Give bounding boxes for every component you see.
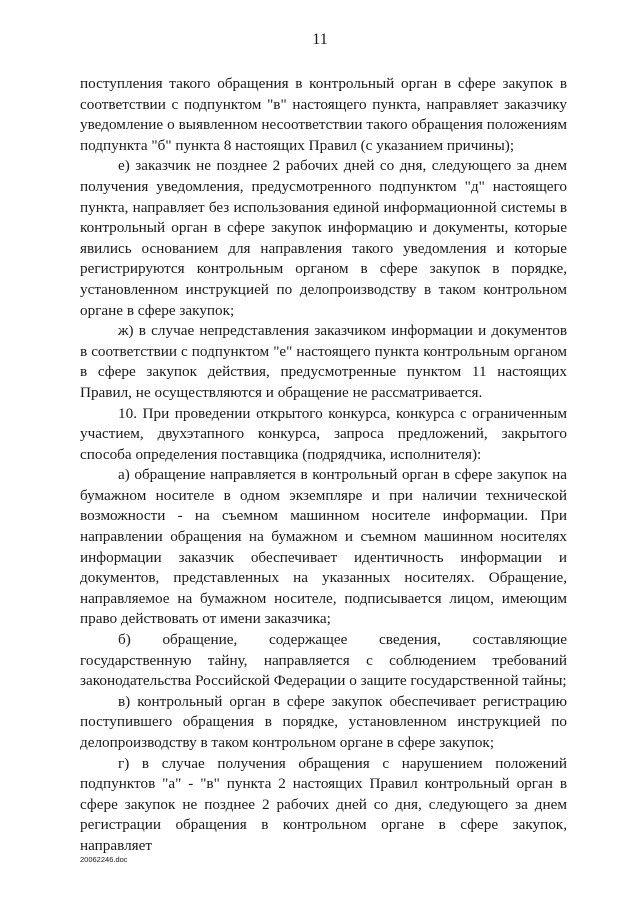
paragraph-subitem-a: а) обращение направляется в контрольный орган в сфере закупок на бумажном носителе в одном экземпляре и при наличии технической возможности - на съемном машинном носителе информации. При направлении обращения на бумажном и съемном машинном носителях информации заказчик обеспечивает идентичность информации и документов, представленных на указанных носителях. Обращение, направляемое на бумажном носителе, подписывается лицом, имеющим право действовать от имени заказчика; [80,466,567,628]
paragraph-subitem-zh: ж) в случае непредставления заказчиком информации и документов в соответствии с подпунктом "е" настоящего пункта контрольным органом в сфере закупок действия, предусмотренные пунктом 11 настоящих Правил, не осуществляются и обращение не рассматривается. [80,322,567,401]
paragraph-subitem-b: б) обращение, содержащее сведения, составляющие государственную тайну, направляется с соблюдением требований законодательства Российской Федерации о защите государственной тайны; [80,631,567,690]
paragraph-continuation: поступления такого обращения в контрольный орган в сфере закупок в соответствии с подпунктом "в" настоящего пункта, направляет заказчику уведомление о выявленном несоответствии такого обращения положениям подпункта "б" пункта 8 настоящих Правил (с указанием причины); [80,75,567,154]
paragraph-clause-10: 10. При проведении открытого конкурса, конкурса с ограниченным участием, двухэтапного конкурса, запроса предложений, закрытого способа определения поставщика (подрядчика, исполнителя): [80,404,567,463]
document-body [80,74,567,857]
paragraph-subitem-v: в) контрольный орган в сфере закупок обеспечивает регистрацию поступившего обращения в порядке, установленном инструкцией по делопроизводству в таком контрольном органе в сфере закупок; [80,692,567,751]
paragraph-subitem-g: г) в случае получения обращения с нарушением положений подпунктов "а" - "в" пункта 2 настоящих Правил контрольный орган в сфере закупок не позднее 2 рабочих дней со дня, следующего за днем регистрации обращения в контрольном органе в сфере закупок, направляет [80,754,567,854]
footer-filename: 20062246.doc [80,855,128,864]
page-number: 11 [312,31,328,48]
paragraph-subitem-e: е) заказчик не позднее 2 рабочих дней со дня, следующего за днем получения уведомления, предусмотренного подпунктом "д" настоящего пункта, направляет без использования единой информационной системы в контрольный орган в сфере закупок информацию и документы, которые явились основанием для направления такого уведомления и которые регистрируются контрольным органом в сфере закупок в порядке, установленном инструкцией по делопроизводству в таком контрольном органе в сфере закупок; [80,157,567,319]
